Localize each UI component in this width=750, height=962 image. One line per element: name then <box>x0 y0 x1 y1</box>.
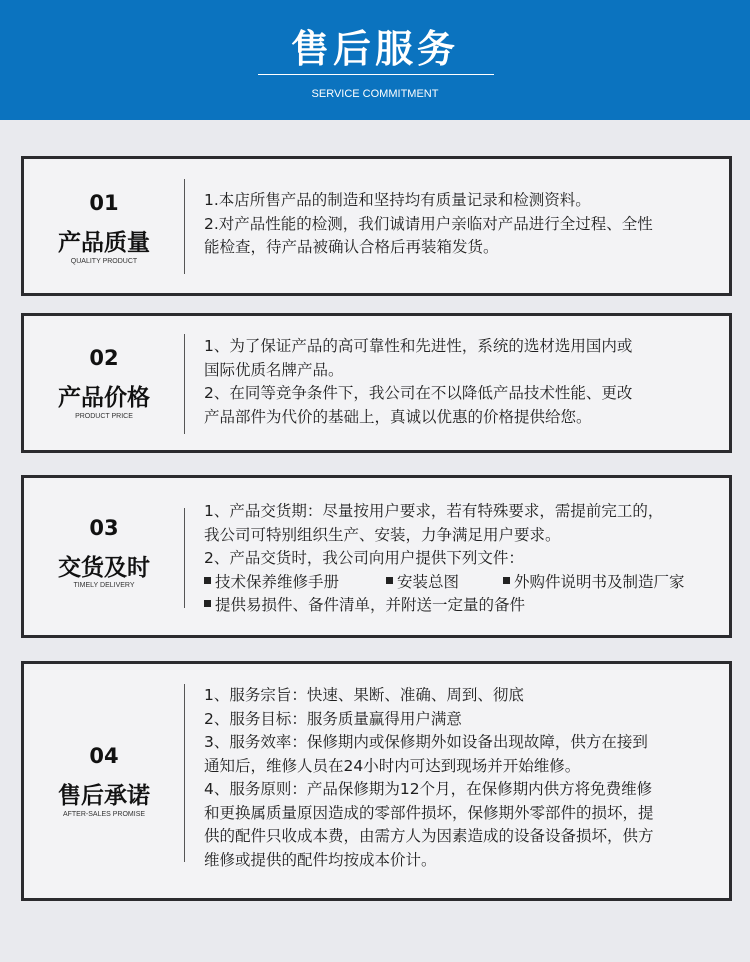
body-line: 1、产品交货期：尽量按用户要求，若有特殊要求，需提前完工的， <box>204 502 664 520</box>
section-after-sales <box>21 661 732 901</box>
bullet-item: 安装总图 <box>386 571 503 595</box>
page-title: 售后服务 <box>290 27 459 71</box>
section-subtitle: PRODUCT PRICE <box>75 413 133 420</box>
section-label <box>24 478 184 635</box>
section-title: 产品质量 <box>58 230 150 256</box>
title-underline <box>258 74 494 75</box>
section-divider <box>184 508 185 608</box>
section-divider <box>184 684 185 862</box>
square-bullet-icon <box>204 600 211 607</box>
body-line: 我公司可特别组织生产、安装，力争满足用户要求。 <box>204 525 561 544</box>
section-subtitle: AFTER-SALES PROMISE <box>62 811 146 818</box>
section-number: 02 <box>89 346 119 370</box>
body-line: 国际优质名牌产品。 <box>204 360 344 379</box>
section-subtitle: QUALITY PRODUCT <box>70 258 138 265</box>
body-line: 3、服务效率：保修期内或保修期外如设备出现故障，供方在接到 <box>204 733 648 751</box>
section-title: 产品价格 <box>58 385 150 411</box>
body-line: 产品部件为代价的基础上，真诚以优惠的价格提供给您。 <box>204 407 592 426</box>
section-title: 售后承诺 <box>58 783 150 809</box>
section-body <box>204 189 719 260</box>
body-line: 2、产品交货时，我公司向用户提供下列文件： <box>204 549 524 567</box>
section-delivery <box>21 475 732 638</box>
section-body <box>204 335 719 429</box>
section-body <box>204 684 719 872</box>
body-line: 2、服务目标：服务质量赢得用户满意 <box>204 709 462 728</box>
bullet-item: 技术保养维修手册 <box>204 571 386 595</box>
section-body <box>204 500 719 618</box>
body-line: 4、服务原则：产品保修期为12个月，在保修期内供方将免费维修 <box>204 780 653 798</box>
bullet-item: 提供易损件、备件清单，并附送一定量的备件 <box>204 594 525 618</box>
section-label <box>24 316 184 450</box>
body-line: 和更换属质量原因造成的零部件损坏，保修期外零部件的损坏，提 <box>204 803 654 822</box>
body-line: 维修或提供的配件均按成本价计。 <box>204 850 437 869</box>
square-bullet-icon <box>386 577 393 584</box>
section-label <box>24 664 184 898</box>
section-number: 01 <box>89 191 119 215</box>
section-quality <box>21 156 732 296</box>
body-line: 能检查，待产品被确认合格后再装箱发货。 <box>204 238 499 256</box>
section-divider <box>184 334 185 434</box>
body-line: 1、服务宗旨：快速、果断、准确、周到、彻底 <box>204 686 524 704</box>
section-title: 交货及时 <box>58 555 150 581</box>
body-line: 2、在同等竞争条件下，我公司在不以降低产品技术性能、更改 <box>204 384 633 402</box>
page-subtitle: SERVICE COMMITMENT <box>311 88 439 100</box>
body-line: 1.本店所售产品的制造和坚持均有质量记录和检测资料。 <box>204 191 591 209</box>
body-line: 2.对产品性能的检测，我们诚请用户亲临对产品进行全过程、全性 <box>204 214 653 233</box>
body-line: 通知后，维修人员在24小时内可达到现场并开始维修。 <box>204 756 581 775</box>
bullet-item: 外购件说明书及制造厂家 <box>503 571 685 595</box>
section-divider <box>184 179 185 274</box>
section-price <box>21 313 732 453</box>
section-subtitle: TIMELY DELIVERY <box>73 582 135 589</box>
square-bullet-icon <box>503 577 510 584</box>
square-bullet-icon <box>204 577 211 584</box>
body-line: 供的配件只收成本费，由需方人为因素造成的设备设备损坏，供方 <box>204 827 654 845</box>
bullet-row <box>204 571 719 595</box>
section-number: 03 <box>89 516 119 540</box>
section-number: 04 <box>89 744 119 768</box>
body-line: 1、为了保证产品的高可靠性和先进性，系统的选材选用国内或 <box>204 337 633 355</box>
header-banner <box>0 0 750 120</box>
section-label <box>24 159 184 293</box>
bullet-row <box>204 594 719 618</box>
